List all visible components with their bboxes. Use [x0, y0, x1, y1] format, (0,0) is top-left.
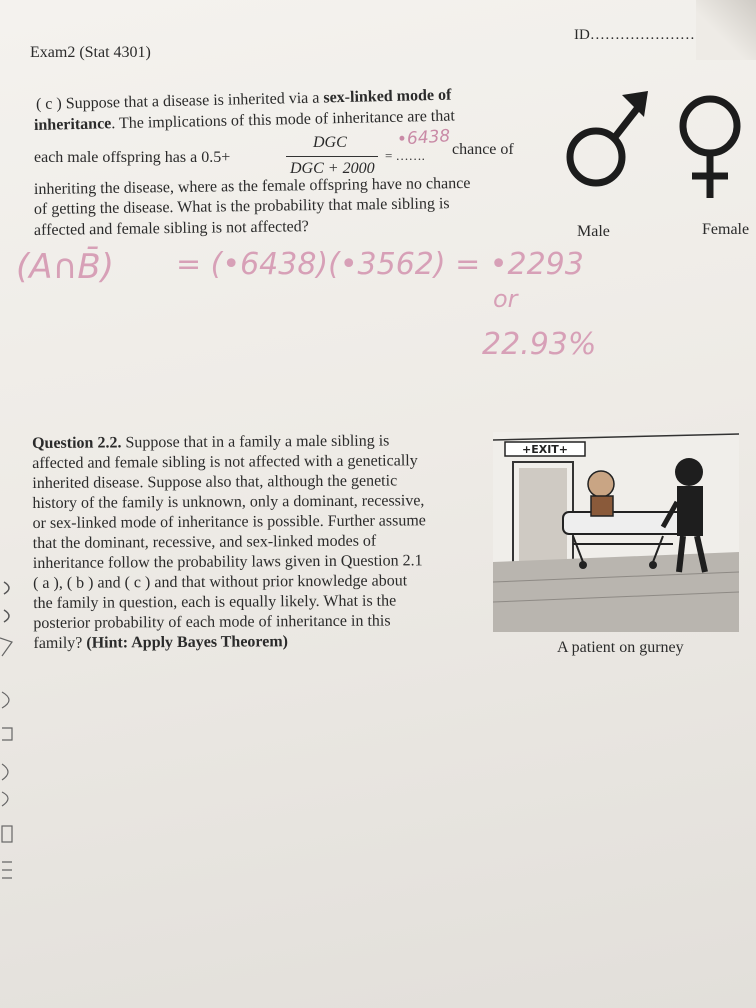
mars-icon	[560, 85, 652, 205]
fraction-bar	[286, 156, 378, 157]
handwritten-or: or	[493, 285, 518, 313]
exam-title: Exam2 (Stat 4301)	[30, 44, 151, 61]
part-c-line-6: affected and female sibling is not affected?	[33, 218, 309, 239]
part-c-line-2: inheritance. The implications of this mode of inheritance are that	[33, 107, 456, 134]
handwritten-equation: = (•6438)(•3562) = •2293	[176, 247, 584, 282]
question-line: ( a ), ( b ) and ( c ) and that without prior knowledge about	[32, 572, 408, 592]
gurney-illustration	[493, 432, 739, 632]
blank-equals: = …….	[385, 148, 425, 163]
exit-sign: +EXIT+	[521, 443, 569, 456]
handwritten-blank-value: •6438	[396, 126, 451, 150]
question-line: inheritance follow the probability laws given in Question 2.1	[32, 552, 423, 572]
part-c-line-4: inheriting the disease, where as the female offspring have no chance	[33, 174, 471, 198]
question-line: or sex-linked mode of inheritance is possible. Further assume	[32, 512, 426, 532]
female-label: Female	[702, 221, 750, 238]
handwritten-percent: 22.93%	[482, 327, 597, 362]
part-c-line-1: ( c ) Suppose that a disease is inherited via a sex-linked mode of	[35, 86, 452, 113]
part-c-line-5: of getting the disease. What is the probability that male sibling is	[33, 195, 450, 218]
fraction-denominator: DGC + 2000	[290, 160, 375, 177]
venus-icon	[670, 86, 750, 206]
fraction-numerator: DGC	[313, 134, 347, 151]
illustration-caption: A patient on gurney	[557, 639, 684, 656]
question-line: posterior probability of each mode of inheritance in this	[33, 612, 391, 632]
male-label: Male	[577, 223, 610, 240]
question-line: the family in question, each is equally likely. What is the	[33, 592, 397, 612]
part-c-line-3-end: chance of	[452, 141, 514, 158]
part-c-line-3: each male offspring has a 0.5+	[34, 149, 231, 166]
question-line: that the dominant, recessive, and sex-linked modes of	[32, 532, 377, 552]
question-line: family? (Hint: Apply Bayes Theorem)	[33, 633, 289, 652]
question-2-2	[32, 431, 474, 654]
question-line: history of the family is unknown, only a dominant, recessive,	[32, 492, 425, 512]
question-line: inherited disease. Suppose also that, although the genetic	[32, 472, 398, 492]
question-line: affected and female sibling is not affected with a genetically	[32, 452, 418, 472]
page-fold	[696, 0, 756, 60]
margin-marks	[0, 580, 30, 910]
question-line: Question 2.2. Suppose that in a family a male sibling is	[32, 432, 390, 452]
handwritten-event: (A∩B̄)	[16, 247, 114, 287]
id-label: ID…………………	[574, 27, 695, 43]
